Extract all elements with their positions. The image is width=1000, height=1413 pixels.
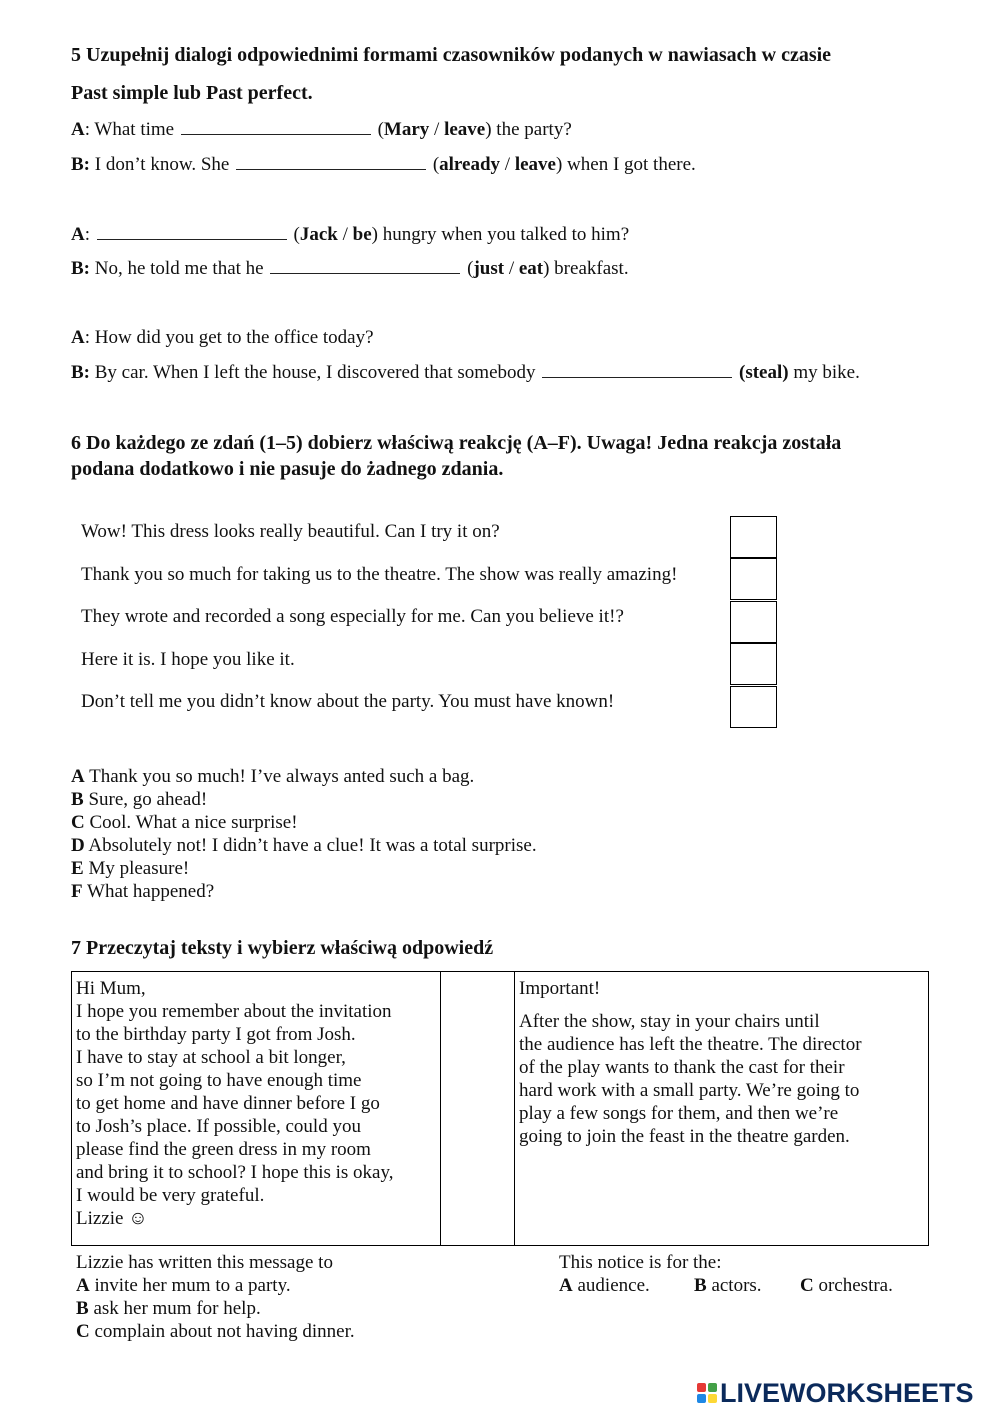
logo-tiles-icon	[697, 1383, 717, 1403]
ex5-dialog3-line-b: B: By car. When I left the house, I discovered that somebody (steal) my bike.	[71, 362, 860, 383]
table-divider-2	[514, 972, 515, 1245]
ex6-sentence-2: Thank you so much for taking us to the theatre. The show was really amazing!	[81, 564, 678, 585]
letter-line: I would be very grateful.	[76, 1185, 265, 1206]
ex6-option-e: E My pleasure!	[71, 858, 190, 879]
ex5-dialog3-line-a: A: How did you get to the office today?	[71, 327, 374, 348]
letter-line: Lizzie ☺	[76, 1208, 148, 1229]
ex6-sentence-3: They wrote and recorded a song especially for me. Can you believe it!?	[81, 606, 624, 627]
notice-line: going to join the feast in the theatre garden.	[519, 1126, 850, 1147]
answer-blank[interactable]	[236, 153, 426, 170]
ex6-sentence-1: Wow! This dress looks really beautiful. Can I try it on?	[81, 521, 500, 542]
ex6-answer-box-5[interactable]	[730, 686, 777, 728]
notice-line: the audience has left the theatre. The director	[519, 1034, 862, 1055]
answer-blank[interactable]	[270, 257, 460, 274]
q1-stem: Lizzie has written this message to	[76, 1252, 333, 1273]
ex5-dialog2-line-a: A: (Jack / be) hungry when you talked to him?	[71, 224, 630, 245]
speaker-label: A	[71, 224, 85, 245]
notice-line: of the play wants to thank the cast for their	[519, 1057, 845, 1078]
logo-text: LIVEWORKSHEETS	[720, 1377, 974, 1408]
answer-blank[interactable]	[542, 361, 732, 378]
ex5-title-line1: 5 Uzupełnij dialogi odpowiednimi formami czasowników podanych w nawiasach w czasie	[71, 44, 832, 66]
logo-tile	[697, 1394, 706, 1403]
liveworksheets-logo	[697, 1378, 974, 1408]
logo-tile	[708, 1394, 717, 1403]
notice-heading: Important!	[519, 978, 601, 999]
letter-line: to get home and have dinner before I go	[76, 1093, 380, 1114]
speaker-label: A	[71, 327, 85, 348]
q1-option-a[interactable]: A invite her mum to a party.	[76, 1275, 291, 1296]
table-divider-1	[440, 972, 441, 1245]
speaker-label: B:	[71, 362, 90, 383]
letter-line: please find the green dress in my room	[76, 1139, 371, 1160]
ex6-option-a: A Thank you so much! I’ve always anted such a bag.	[71, 766, 475, 787]
ex6-sentence-4: Here it is. I hope you like it.	[81, 649, 295, 670]
answer-blank[interactable]	[97, 223, 287, 240]
ex7-title: 7 Przeczytaj teksty i wybierz właściwą odpowiedź	[71, 937, 494, 959]
q2-option-c[interactable]: C orchestra.	[800, 1275, 893, 1296]
logo-tile	[708, 1383, 717, 1392]
letter-line: so I’m not going to have enough time	[76, 1070, 362, 1091]
q2-stem: This notice is for the:	[559, 1252, 722, 1273]
letter-line: to the birthday party I got from Josh.	[76, 1024, 356, 1045]
ex6-title-line1: 6 Do każdego ze zdań (1–5) dobierz właściwą reakcję (A–F). Uwaga! Jedna reakcja została	[71, 432, 842, 454]
q1-option-b[interactable]: B ask her mum for help.	[76, 1298, 261, 1319]
speaker-label: B:	[71, 154, 90, 175]
ex6-option-f: F What happened?	[71, 881, 215, 902]
notice-line: play a few songs for them, and then we’re	[519, 1103, 839, 1124]
answer-blank[interactable]	[181, 118, 371, 135]
ex6-option-c: C Cool. What a nice surprise!	[71, 812, 298, 833]
ex6-title-line2: podana dodatkowo i nie pasuje do żadnego zdania.	[71, 458, 504, 480]
ex6-option-b: B Sure, go ahead!	[71, 789, 208, 810]
speaker-label: B:	[71, 258, 90, 279]
ex6-answer-box-3[interactable]	[730, 601, 777, 643]
ex6-sentence-5: Don’t tell me you didn’t know about the party. You must have known!	[81, 691, 615, 712]
ex5-title-line2: Past simple lub Past perfect.	[71, 82, 313, 104]
ex6-answer-box-1[interactable]	[730, 516, 777, 558]
notice-line: After the show, stay in your chairs until	[519, 1011, 820, 1032]
ex6-answer-box-2[interactable]	[730, 558, 777, 600]
ex6-answer-box-4[interactable]	[730, 643, 777, 685]
q1-option-c[interactable]: C complain about not having dinner.	[76, 1321, 355, 1342]
ex6-option-d: D Absolutely not! I didn’t have a clue! It was a total surprise.	[71, 835, 537, 856]
speaker-label: A	[71, 119, 85, 140]
letter-line: Hi Mum,	[76, 978, 146, 999]
q2-option-b[interactable]: B actors.	[694, 1275, 762, 1296]
letter-line: I hope you remember about the invitation	[76, 1001, 392, 1022]
letter-line: to Josh’s place. If possible, could you	[76, 1116, 361, 1137]
ex5-dialog1-line-a: A: What time (Mary / leave) the party?	[71, 119, 572, 140]
ex5-dialog1-line-b: B: I don’t know. She (already / leave) when I got there.	[71, 154, 696, 175]
notice-line: hard work with a small party. We’re going to	[519, 1080, 860, 1101]
logo-tile	[697, 1383, 706, 1392]
letter-line: I have to stay at school a bit longer,	[76, 1047, 346, 1068]
q2-option-a[interactable]: A audience.	[559, 1275, 650, 1296]
ex5-dialog2-line-b: B: No, he told me that he (just / eat) breakfast.	[71, 258, 629, 279]
letter-line: and bring it to school? I hope this is okay,	[76, 1162, 394, 1183]
